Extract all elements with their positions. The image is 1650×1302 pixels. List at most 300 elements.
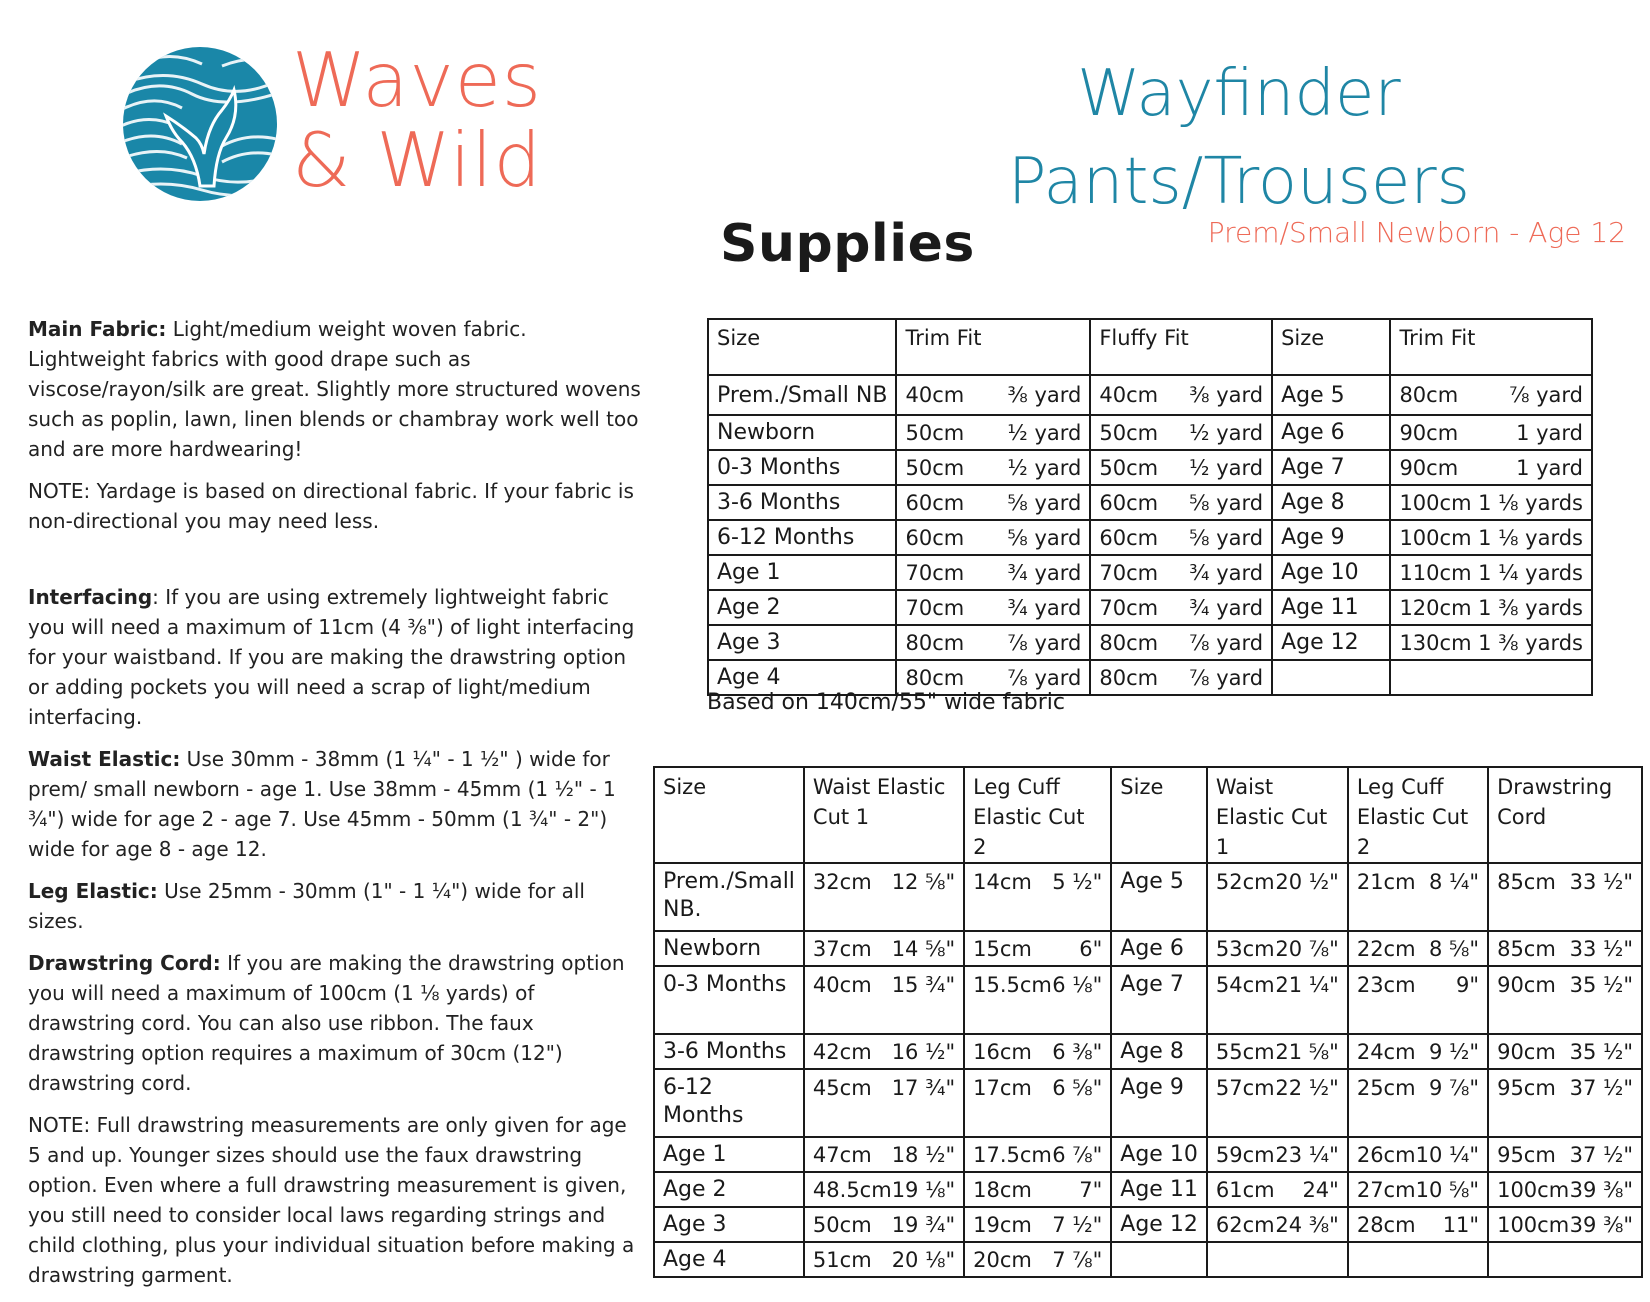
metric-value: 15cm: [973, 936, 1032, 961]
imperial-value: 18 ½": [891, 1142, 956, 1167]
brand-wordmark: [292, 36, 543, 204]
yardage-note: NOTE: Yardage is based on directional fabric. If your fabric is non-directional you may need less.: [28, 479, 634, 533]
metric-value: 85cm: [1497, 936, 1556, 961]
table-row: [654, 1172, 1642, 1207]
imperial-value: 6": [1079, 936, 1103, 961]
whale-tail-icon: [122, 46, 278, 202]
imperial-value: 6 ⅝": [1052, 1076, 1103, 1100]
metric-value: 40cm: [1099, 383, 1159, 407]
imperial-value: 22 ½": [1275, 1076, 1339, 1100]
imperial-value: 10 ⅝": [1415, 1177, 1480, 1202]
leg-elastic-text: Use 25mm - 30mm (1" - 1 ¼") wide for all sizes.: [28, 879, 585, 933]
size-cell: 6-12 Months: [708, 520, 896, 555]
imperial-value: 10 ¼": [1415, 1142, 1480, 1167]
table-row: [654, 1137, 1642, 1172]
supplies-notes: [28, 314, 643, 1302]
imperial-value: 7 ½": [1052, 1212, 1103, 1237]
size-cell: Age 5: [1272, 375, 1390, 415]
pattern-title-line-2: Pants/Trousers: [1007, 145, 1470, 219]
interfacing-label: Interfacing: [28, 585, 153, 609]
imperial-value: 1 yard: [1516, 455, 1583, 480]
size-cell: Newborn: [654, 931, 804, 966]
waist-elastic-cell: [804, 1207, 964, 1242]
size-cell: Age 2: [708, 590, 896, 625]
imperial-value: 23 ¼": [1275, 1142, 1339, 1167]
imperial-value: 12 ⅝": [891, 870, 956, 894]
imperial-value: 1 yard: [1516, 420, 1583, 445]
table-row: [708, 485, 1592, 520]
size-cell: 6-12 Months: [654, 1069, 804, 1137]
waist-elastic-cell: [1207, 966, 1348, 1034]
waist-elastic-cell: [1207, 1069, 1348, 1137]
trim-fit-cell: [896, 625, 1090, 660]
waist-elastic-cell: [1207, 863, 1348, 931]
metric-value: 90cm: [1497, 1039, 1556, 1064]
table-row: [708, 450, 1592, 485]
column-header: Size: [654, 767, 804, 863]
metric-value: 80cm: [1099, 630, 1159, 655]
fluffy-fit-cell: [1090, 415, 1272, 450]
metric-value: 110cm: [1399, 560, 1472, 585]
metric-value: 26cm: [1356, 1142, 1416, 1167]
metric-value: 80cm: [1399, 383, 1459, 407]
imperial-value: ⅞ yard: [1189, 630, 1264, 655]
imperial-value: 5 ½": [1052, 870, 1103, 894]
waist-elastic-cell: [804, 931, 964, 966]
imperial-value: ¾ yard: [1189, 595, 1264, 620]
fluffy-fit-cell: [1090, 520, 1272, 555]
table-header-row: [654, 767, 1642, 863]
drawstring-cord-cell: [1488, 931, 1642, 966]
metric-value: 70cm: [1099, 560, 1159, 585]
trim-fit-cell: [896, 520, 1090, 555]
size-cell: Age 1: [654, 1137, 804, 1172]
imperial-value: 7 ⅞": [1052, 1247, 1103, 1272]
leg-cuff-cell: [1348, 863, 1488, 931]
metric-value: 40cm: [812, 973, 872, 997]
metric-value: 50cm: [905, 420, 965, 445]
imperial-value: 20 ½": [1275, 870, 1339, 894]
imperial-value: ½ yard: [1189, 420, 1264, 445]
metric-value: 14cm: [973, 870, 1032, 894]
leg-elastic-paragraph: [28, 876, 643, 936]
fluffy-fit-cell: [1090, 375, 1272, 415]
imperial-value: ⅝ yard: [1189, 490, 1264, 515]
metric-value: 95cm: [1497, 1142, 1556, 1167]
size-cell: 3-6 Months: [708, 485, 896, 520]
metric-value: 90cm: [1497, 973, 1556, 997]
imperial-value: 20 ⅞": [1275, 936, 1339, 961]
column-header: Leg Cuff Elastic Cut 2: [1348, 767, 1488, 863]
interfacing-text: : If you are using extremely lightweight fabric you will need a maximum of 11cm (4 ⅜") of light interfacing for your waistband. If you are making the drawstring option or adding pockets you will need a scrap of light/medium interfacing.: [28, 585, 635, 729]
size-cell: Age 5: [1111, 863, 1207, 931]
imperial-value: 1 ⅜ yards: [1478, 630, 1583, 655]
metric-value: 90cm: [1399, 420, 1459, 445]
trim-fit-cell: [1390, 450, 1592, 485]
metric-value: 100cm: [1497, 1212, 1570, 1237]
drawstring-cord-cell: [1488, 1034, 1642, 1069]
imperial-value: 6 ⅛": [1052, 973, 1103, 997]
size-cell: Age 7: [1111, 966, 1207, 1034]
waist-elastic-cell: [804, 1137, 964, 1172]
waist-elastic-cell: [804, 1034, 964, 1069]
metric-value: 51cm: [812, 1247, 872, 1272]
trim-fit-cell: [1390, 590, 1592, 625]
metric-value: 59cm: [1215, 1142, 1275, 1167]
metric-value: 54cm: [1215, 973, 1275, 997]
column-header: Drawstring Cord: [1488, 767, 1642, 863]
table-row: [708, 520, 1592, 555]
imperial-value: ½ yard: [1007, 455, 1082, 480]
leg-cuff-cell: [1348, 931, 1488, 966]
trim-fit-cell: [896, 485, 1090, 520]
imperial-value: 35 ½": [1569, 973, 1633, 997]
imperial-value: 8 ⅝": [1429, 936, 1480, 961]
elastic-cord-table: [653, 766, 1643, 1278]
size-cell: Newborn: [708, 415, 896, 450]
main-fabric-text: Light/medium weight woven fabric. Lightweight fabrics with good drape such as viscose/rayon/silk are great. Slightly more structured wovens such as poplin, lawn, linen blends or chambray work well too and are more hardwearing!: [28, 317, 641, 461]
size-cell: Prem./Small NB.: [654, 863, 804, 931]
metric-value: 70cm: [1099, 595, 1159, 620]
pattern-title: [1008, 50, 1470, 226]
metric-value: 60cm: [1099, 490, 1159, 515]
metric-value: 57cm: [1215, 1076, 1275, 1100]
size-cell: Age 4: [654, 1242, 804, 1277]
imperial-value: 24 ⅜": [1275, 1212, 1339, 1237]
size-range: Prem/Small Newborn - Age 12: [1207, 216, 1626, 249]
size-cell: Age 2: [654, 1172, 804, 1207]
interfacing-paragraph: [28, 582, 643, 732]
pattern-title-line-1: Wayfinder: [1077, 57, 1401, 131]
column-header: Size: [1272, 319, 1390, 375]
drawstring-cord-cell: [1488, 1172, 1642, 1207]
metric-value: 19cm: [973, 1212, 1032, 1237]
main-fabric-label: Main Fabric:: [28, 317, 167, 341]
metric-value: 90cm: [1399, 455, 1459, 480]
metric-value: 80cm: [1099, 665, 1159, 690]
table-header-row: [708, 319, 1592, 375]
size-cell: Age 7: [1272, 450, 1390, 485]
metric-value: 32cm: [812, 870, 872, 894]
brand-line-1: Waves: [292, 36, 542, 124]
size-cell: [1272, 660, 1390, 695]
table-row: [654, 966, 1642, 1034]
trim-fit-cell: [1390, 660, 1592, 695]
column-header: Fluffy Fit: [1090, 319, 1272, 375]
brand-line-2: & Wild: [292, 116, 543, 204]
imperial-value: 21 ⅝": [1275, 1039, 1339, 1064]
metric-value: 70cm: [905, 595, 965, 620]
trim-fit-cell: [1390, 485, 1592, 520]
imperial-value: 1 ⅛ yards: [1478, 525, 1583, 550]
leg-cuff-cell: [964, 1207, 1111, 1242]
section-heading: Supplies: [720, 214, 975, 274]
metric-value: 28cm: [1356, 1212, 1416, 1237]
size-cell: Age 4: [708, 660, 896, 695]
imperial-value: 37 ½": [1569, 1076, 1633, 1100]
metric-value: 130cm: [1399, 630, 1472, 655]
leg-cuff-cell: [1348, 966, 1488, 1034]
waist-elastic-cell: [804, 863, 964, 931]
leg-cuff-cell: [964, 1137, 1111, 1172]
fabric-requirements-table: [707, 318, 1593, 696]
imperial-value: ½ yard: [1007, 420, 1082, 445]
imperial-value: 17 ¾": [891, 1076, 956, 1100]
metric-value: 100cm: [1399, 525, 1472, 550]
imperial-value: 1 ⅛ yards: [1478, 490, 1583, 515]
imperial-value: 20 ⅛": [891, 1247, 956, 1272]
leg-cuff-cell: [1348, 1242, 1488, 1277]
metric-value: 53cm: [1215, 936, 1275, 961]
brand-logo: [122, 36, 552, 216]
metric-value: 21cm: [1356, 870, 1416, 894]
size-cell: Age 1: [708, 555, 896, 590]
size-cell: Age 8: [1111, 1034, 1207, 1069]
drawstring-cord-cell: [1488, 863, 1642, 931]
fabric-width-note: Based on 140cm/55" wide fabric: [707, 690, 1066, 715]
waist-elastic-cell: [1207, 931, 1348, 966]
metric-value: 47cm: [812, 1142, 872, 1167]
metric-value: 52cm: [1215, 870, 1275, 894]
trim-fit-cell: [1390, 520, 1592, 555]
leg-cuff-cell: [964, 1034, 1111, 1069]
trim-fit-cell: [1390, 375, 1592, 415]
table-row: [708, 590, 1592, 625]
leg-cuff-cell: [964, 863, 1111, 931]
metric-value: 40cm: [905, 383, 965, 407]
metric-value: 42cm: [812, 1039, 872, 1064]
fluffy-fit-cell: [1090, 660, 1272, 695]
metric-value: 120cm: [1399, 595, 1472, 620]
trim-fit-cell: [896, 555, 1090, 590]
size-cell: Age 9: [1272, 520, 1390, 555]
imperial-value: 33 ½": [1569, 936, 1633, 961]
metric-value: 60cm: [905, 525, 965, 550]
metric-value: 50cm: [1099, 420, 1159, 445]
trim-fit-cell: [896, 450, 1090, 485]
metric-value: 100cm: [1497, 1177, 1570, 1202]
metric-value: 20cm: [973, 1247, 1032, 1272]
leg-cuff-cell: [1348, 1137, 1488, 1172]
metric-value: 17.5cm: [973, 1142, 1052, 1167]
table-row: [654, 931, 1642, 966]
size-cell: [1111, 1242, 1207, 1277]
column-header: Leg Cuff Elastic Cut 2: [964, 767, 1111, 863]
drawstring-note: NOTE: Full drawstring measurements are only given for age 5 and up. Younger sizes should use the faux drawstring option. Even where a full drawstring measurement is given, you still need to consider local laws regarding strings and child clothing, plus your individual situation before making a drawstring garment.: [28, 1113, 635, 1287]
drawstring-cord-cell: [1488, 1207, 1642, 1242]
leg-cuff-cell: [964, 1242, 1111, 1277]
leg-cuff-cell: [964, 1069, 1111, 1137]
imperial-value: 39 ⅜": [1569, 1177, 1633, 1202]
table-row: [654, 1069, 1642, 1137]
size-cell: 0-3 Months: [654, 966, 804, 1034]
trim-fit-cell: [896, 375, 1090, 415]
trim-fit-cell: [896, 590, 1090, 625]
metric-value: 85cm: [1497, 870, 1556, 894]
size-cell: Age 9: [1111, 1069, 1207, 1137]
fluffy-fit-cell: [1090, 625, 1272, 660]
imperial-value: ¾ yard: [1189, 560, 1264, 585]
imperial-value: 8 ¼": [1429, 870, 1480, 894]
size-cell: Age 6: [1272, 415, 1390, 450]
imperial-value: 6 ⅜": [1052, 1039, 1103, 1064]
metric-value: 50cm: [1099, 455, 1159, 480]
metric-value: 55cm: [1215, 1039, 1275, 1064]
waist-elastic-text: Use 30mm - 38mm (1 ¼" - 1 ½" ) wide for prem/ small newborn - age 1. Use 38mm - 45mm (1 ½" - 1 ¾") wide for age 2 - age 7. Use 45mm - 50mm (1 ¾" - 2") wide for age 8 - age 12.: [28, 747, 616, 861]
imperial-value: ⅞ yard: [1509, 383, 1583, 407]
trim-fit-cell: [1390, 555, 1592, 590]
size-cell: Age 11: [1111, 1172, 1207, 1207]
imperial-value: 33 ½": [1569, 870, 1633, 894]
imperial-value: 9": [1456, 973, 1480, 997]
trim-fit-cell: [1390, 625, 1592, 660]
size-cell: Age 3: [708, 625, 896, 660]
size-cell: Age 10: [1111, 1137, 1207, 1172]
metric-value: 17cm: [973, 1076, 1032, 1100]
metric-value: 15.5cm: [973, 973, 1052, 997]
main-fabric-paragraph: [28, 314, 643, 464]
drawstring-cord-cell: [1488, 1069, 1642, 1137]
leg-cuff-cell: [1348, 1034, 1488, 1069]
metric-value: 95cm: [1497, 1076, 1556, 1100]
imperial-value: ¾ yard: [1007, 560, 1082, 585]
drawstring-cord-cell: [1488, 1137, 1642, 1172]
imperial-value: ⅞ yard: [1007, 630, 1082, 655]
imperial-value: 19 ¾": [891, 1212, 956, 1237]
waist-elastic-paragraph: [28, 744, 643, 864]
imperial-value: 24": [1302, 1177, 1339, 1202]
trim-fit-cell: [896, 415, 1090, 450]
imperial-value: 9 ⅞": [1429, 1076, 1480, 1100]
size-cell: Age 12: [1272, 625, 1390, 660]
table-row: [708, 375, 1592, 415]
metric-value: 70cm: [905, 560, 965, 585]
waist-elastic-cell: [1207, 1137, 1348, 1172]
waist-elastic-cell: [1207, 1172, 1348, 1207]
leg-cuff-cell: [1348, 1069, 1488, 1137]
table-row: [708, 625, 1592, 660]
imperial-value: ⅜ yard: [1007, 383, 1082, 407]
drawstring-paragraph: [28, 948, 643, 1098]
metric-value: 48.5cm: [812, 1177, 892, 1202]
imperial-value: 1 ¼ yards: [1478, 560, 1583, 585]
imperial-value: ⅝ yard: [1007, 490, 1082, 515]
imperial-value: ⅝ yard: [1189, 525, 1264, 550]
waist-elastic-cell: [804, 1242, 964, 1277]
column-header: Waist Elastic Cut 1: [804, 767, 964, 863]
table-row: [654, 1242, 1642, 1277]
metric-value: 24cm: [1356, 1039, 1416, 1064]
imperial-value: 9 ½": [1429, 1039, 1480, 1064]
table-row: [654, 1034, 1642, 1069]
metric-value: 62cm: [1215, 1212, 1275, 1237]
metric-value: 27cm: [1356, 1177, 1416, 1202]
metric-value: 25cm: [1356, 1076, 1416, 1100]
leg-cuff-cell: [964, 966, 1111, 1034]
column-header: Trim Fit: [1390, 319, 1592, 375]
drawstring-label: Drawstring Cord:: [28, 951, 221, 975]
imperial-value: 16 ½": [891, 1039, 956, 1064]
metric-value: 22cm: [1356, 936, 1416, 961]
imperial-value: 21 ¼": [1275, 973, 1339, 997]
metric-value: 50cm: [812, 1212, 872, 1237]
metric-value: 61cm: [1215, 1177, 1275, 1202]
size-cell: Age 11: [1272, 590, 1390, 625]
leg-elastic-label: Leg Elastic:: [28, 879, 158, 903]
imperial-value: 1 ⅜ yards: [1478, 595, 1583, 620]
imperial-value: ⅝ yard: [1007, 525, 1082, 550]
metric-value: 37cm: [812, 936, 872, 961]
metric-value: 80cm: [905, 665, 965, 690]
table-row: [654, 863, 1642, 931]
fluffy-fit-cell: [1090, 590, 1272, 625]
waist-elastic-cell: [804, 966, 964, 1034]
fluffy-fit-cell: [1090, 450, 1272, 485]
waist-elastic-cell: [1207, 1242, 1348, 1277]
drawstring-cord-cell: [1488, 966, 1642, 1034]
waist-elastic-cell: [1207, 1034, 1348, 1069]
metric-value: 18cm: [973, 1177, 1032, 1202]
metric-value: 60cm: [905, 490, 965, 515]
column-header: Size: [1111, 767, 1207, 863]
metric-value: 60cm: [1099, 525, 1159, 550]
imperial-value: ¾ yard: [1007, 595, 1082, 620]
fluffy-fit-cell: [1090, 485, 1272, 520]
waist-elastic-cell: [804, 1069, 964, 1137]
column-header: Size: [708, 319, 896, 375]
imperial-value: 39 ⅜": [1569, 1212, 1633, 1237]
imperial-value: 37 ½": [1569, 1142, 1633, 1167]
leg-cuff-cell: [1348, 1172, 1488, 1207]
size-cell: Age 10: [1272, 555, 1390, 590]
metric-value: 50cm: [905, 455, 965, 480]
size-cell: Age 6: [1111, 931, 1207, 966]
column-header: Waist Elastic Cut 1: [1207, 767, 1348, 863]
imperial-value: ½ yard: [1189, 455, 1264, 480]
size-cell: Prem./Small NB: [708, 375, 896, 415]
imperial-value: ⅞ yard: [1189, 665, 1264, 690]
leg-cuff-cell: [964, 1172, 1111, 1207]
metric-value: 45cm: [812, 1076, 872, 1100]
imperial-value: 19 ⅛": [891, 1177, 956, 1202]
table-row: [708, 415, 1592, 450]
imperial-value: ⅜ yard: [1189, 383, 1264, 407]
waist-elastic-cell: [804, 1172, 964, 1207]
trim-fit-cell: [1390, 415, 1592, 450]
leg-cuff-cell: [1348, 1207, 1488, 1242]
size-cell: Age 12: [1111, 1207, 1207, 1242]
size-cell: Age 8: [1272, 485, 1390, 520]
metric-value: 16cm: [973, 1039, 1032, 1064]
fluffy-fit-cell: [1090, 555, 1272, 590]
imperial-value: 7": [1079, 1177, 1103, 1202]
imperial-value: 15 ¾": [891, 973, 956, 997]
imperial-value: 14 ⅝": [891, 936, 956, 961]
imperial-value: 35 ½": [1569, 1039, 1633, 1064]
metric-value: 23cm: [1356, 973, 1416, 997]
imperial-value: 6 ⅞": [1052, 1142, 1103, 1167]
metric-value: 80cm: [905, 630, 965, 655]
column-header: Trim Fit: [896, 319, 1090, 375]
metric-value: 100cm: [1399, 490, 1472, 515]
imperial-value: ⅞ yard: [1007, 665, 1082, 690]
waist-elastic-label: Waist Elastic:: [28, 747, 181, 771]
size-cell: 0-3 Months: [708, 450, 896, 485]
leg-cuff-cell: [964, 931, 1111, 966]
size-cell: 3-6 Months: [654, 1034, 804, 1069]
size-cell: Age 3: [654, 1207, 804, 1242]
waist-elastic-cell: [1207, 1207, 1348, 1242]
